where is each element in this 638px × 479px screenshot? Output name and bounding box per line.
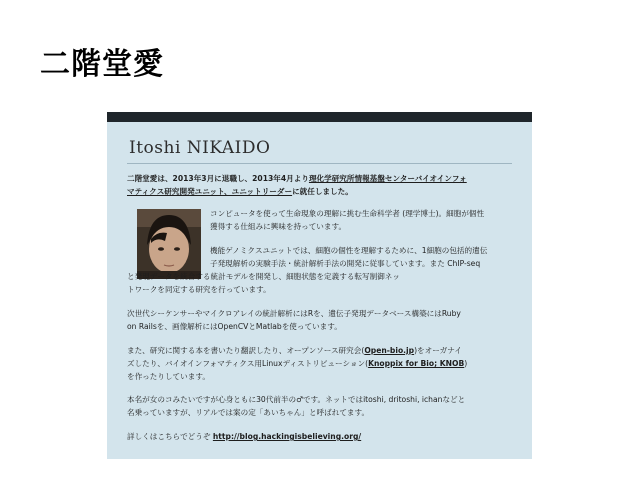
unit-link[interactable]: マティクス研究開発ユニット、ユニットリーダー	[127, 187, 293, 196]
oss-line-3: を作ったりしています。	[127, 372, 210, 381]
profile-screenshot	[107, 112, 532, 459]
institute-link[interactable]: 理化学研究所情報基盤センターバイオインフォ	[308, 174, 467, 183]
profile-name: Itoshi NIKAIDO	[129, 138, 271, 158]
intro-text-end: に就任しました。	[292, 187, 353, 196]
intro-paragraph	[127, 172, 522, 198]
slide-title: 二階堂愛	[40, 47, 164, 82]
tools-line: on Railsを、画像解析にはOpenCVとMatlabを使っています。	[127, 322, 342, 331]
more-paragraph	[127, 430, 525, 443]
tools-paragraph	[127, 307, 525, 333]
profile-photo	[137, 209, 201, 279]
oss-line-1	[127, 344, 525, 357]
bio-paragraph-2-cont	[127, 270, 522, 296]
oss-paragraph	[127, 344, 525, 383]
bio-p1-line: コンピュータを使って生命現象の理解に挑む生命科学者 (理学博士)。細胞が個性	[210, 209, 485, 218]
oss-text: )	[464, 359, 468, 368]
bio-p2-line: 機能ゲノミクスユニットでは、細胞の個性を理解するために、1細胞の包括的遺伝	[210, 246, 488, 255]
divider	[127, 163, 512, 164]
browser-top-bar	[107, 112, 532, 122]
personal-paragraph	[127, 393, 525, 419]
bio-p1-line: 獲得する仕組みに興味を持っています。	[210, 222, 347, 231]
personal-line: 本名が女のコみたいですが心身ともに30代前半の♂です。ネットではitoshi, dritoshi, ichanなどと	[127, 395, 466, 404]
blog-link[interactable]: http://blog.hackingisbelieving.org/	[212, 432, 362, 441]
bio-p2-line: 子発現解析の実験手法・統計解析手法の開発に従事しています。また ChIP-seq	[210, 259, 481, 268]
bio-paragraph-1	[210, 207, 528, 233]
tools-line: 次世代シーケンサーやマイクロアレイの統計解析にはRを、遺伝子発現データベース構築にはRuby	[127, 309, 461, 318]
oss-text: )をオーガナイ	[414, 346, 462, 355]
intro-line-1	[127, 172, 522, 185]
oss-line-2	[127, 357, 525, 370]
oss-text: ズしたり、バイオインフォマティクス用Linuxディストリビューション(	[127, 359, 369, 368]
bio-p2-line: トワークを同定する研究を行っています。	[127, 285, 271, 294]
bio-p2-line: と発現データを統合する統計モデルを開発し、細胞状態を定義する転写制御ネッ	[127, 272, 400, 281]
oss-text: また、研究に関する本を書いたり翻訳したり、オープンソース研究会(	[127, 346, 365, 355]
intro-line-2	[127, 185, 522, 198]
bio-paragraph-2	[210, 244, 528, 270]
intro-text: 二階堂愛は、2013年3月に退職し、2013年4月より	[127, 174, 309, 183]
open-bio-link[interactable]: Open-bio.jp	[364, 346, 415, 355]
more-label: 詳しくはこちらでどうぞ	[127, 432, 213, 441]
personal-line: 名乗っていますが、リアルでは案の定「あいちゃん」と呼ばれてます。	[127, 408, 370, 417]
knob-link[interactable]: Knoppix for Bio; KNOB	[368, 359, 465, 368]
